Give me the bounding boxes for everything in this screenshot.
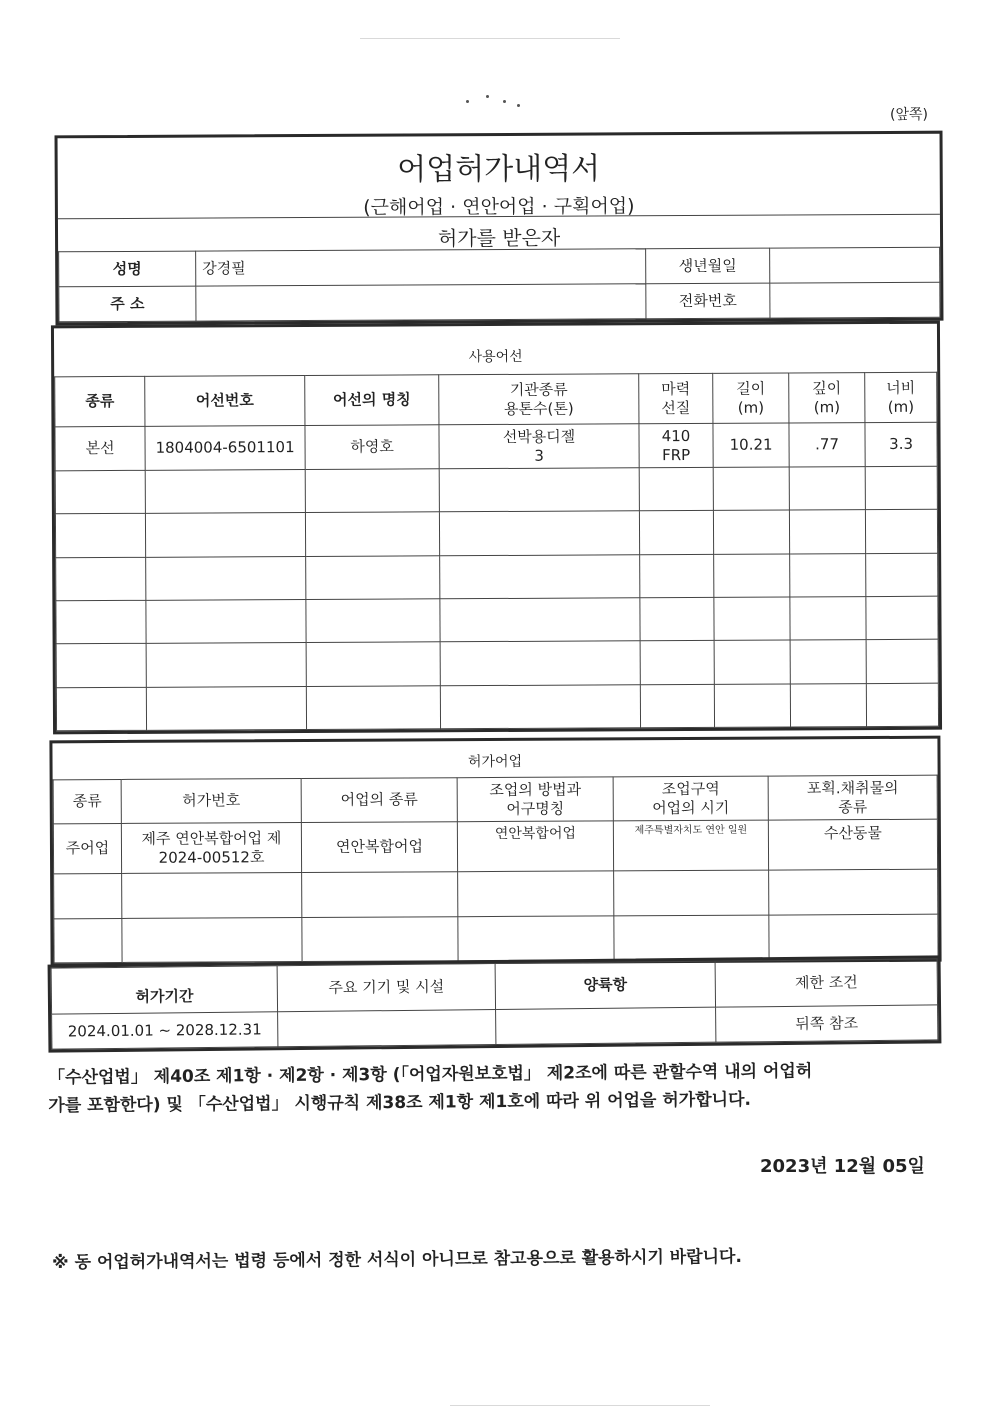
vessel-tonnage: 3 <box>534 446 544 465</box>
power-header-line1: 마력 <box>661 379 691 398</box>
phone-label: 전화번호 <box>646 283 770 319</box>
fishery-header-fishery-type: 어업의 종류 <box>301 778 457 823</box>
vessel-box <box>51 321 942 735</box>
vessel-engine-type: 선박용디젤 <box>502 427 576 446</box>
vessel-empty-row <box>56 596 938 644</box>
vessel-horsepower: 410 <box>661 426 691 445</box>
vessel-depth: .77 <box>789 423 865 467</box>
vessel-name: 하영호 <box>305 425 439 470</box>
vessel-width: 3.3 <box>865 422 937 466</box>
scan-line-top <box>360 38 620 39</box>
vessel-empty-row <box>56 640 938 688</box>
scan-speck <box>503 100 506 103</box>
vessel-power <box>639 423 713 467</box>
fishery-header-catch <box>768 775 937 820</box>
power-header-line2: 선질 <box>661 398 691 417</box>
phone-value <box>770 282 940 318</box>
port-value <box>496 1007 716 1044</box>
birth-value <box>770 247 940 283</box>
equipment-label: 주요 기기 및 시설 <box>277 963 495 1011</box>
catch-header-line2: 종류 <box>838 797 868 816</box>
vessel-engine <box>439 424 639 469</box>
vessel-header-engine <box>439 374 639 425</box>
method-header-line2: 어구명칭 <box>506 799 565 818</box>
address-label: 주 소 <box>59 286 196 322</box>
vessel-empty-row <box>56 553 938 601</box>
fishery-method: 연안복합어업 <box>457 821 613 872</box>
permit-no-line2: 2024-00512호 <box>158 847 265 867</box>
width-header-line2: (m) <box>887 397 915 416</box>
scan-speck <box>486 95 489 98</box>
vessel-row <box>55 422 937 471</box>
fishery-section-title: 허가어업 <box>467 753 523 771</box>
length-header-line2: (m) <box>737 398 765 417</box>
vessel-header-number: 어선번호 <box>145 376 305 427</box>
port-label: 양륙항 <box>495 961 715 1009</box>
fishery-box <box>49 736 941 967</box>
vessel-table <box>54 372 939 732</box>
address-value <box>196 284 646 321</box>
length-header-line1: 길이 <box>736 379 766 398</box>
catch-header-line1: 포획.채취물의 <box>806 778 899 798</box>
area-header-line1: 조업구역 <box>661 779 720 798</box>
fishery-area: 제주특별자치도 연안 일원 <box>613 820 768 871</box>
fishery-type: 주어업 <box>53 823 121 873</box>
condition-value: 뒤쪽 참조 <box>716 1005 938 1042</box>
vessel-empty-row <box>55 466 937 514</box>
period-value: 2024.01.01 ~ 2028.12.31 <box>52 1012 278 1050</box>
fishery-empty-row <box>54 869 938 918</box>
vessel-empty-row <box>55 510 937 558</box>
name-label: 성명 <box>59 251 196 287</box>
vessel-empty-row <box>56 683 938 731</box>
method-header-line1: 조업의 방법과 <box>489 780 582 799</box>
permit-no-line1: 제주 연안복합어업 제 <box>141 828 282 848</box>
fishery-catch: 수산동물 <box>768 819 937 870</box>
vessel-header-type: 종류 <box>55 376 145 426</box>
depth-header-line2: (m) <box>813 397 841 416</box>
fishery-table <box>53 775 939 964</box>
fishery-header-method <box>457 777 613 822</box>
header-box <box>55 131 944 326</box>
fishery-permit-no <box>121 823 301 874</box>
statement-line-1: 「수산업법」 제40조 제1항 · 제2항 · 제3항 (「어업자원보호법」 제2조에 따른 관할수역 내의 어업허 <box>48 1061 813 1088</box>
holder-table <box>58 247 940 323</box>
area-header-line2: 어업의 시기 <box>652 798 730 817</box>
engine-header-line1: 기관종류 <box>509 380 568 399</box>
vessel-header-name: 어선의 명칭 <box>305 375 439 426</box>
statement-line-2: 가를 포함한다) 및 「수산업법」 시행규칙 제38조 제1항 제1호에 따라 위 어업을 허가합니다. <box>48 1089 752 1116</box>
scan-line-bottom <box>450 1405 710 1406</box>
fishery-row <box>53 819 937 874</box>
condition-label: 제한 조건 <box>715 959 937 1007</box>
equipment-value <box>278 1009 496 1046</box>
birth-label: 생년월일 <box>646 248 770 284</box>
fishery-empty-row <box>54 914 938 963</box>
vessel-length: 10.21 <box>713 423 789 467</box>
period-label: 허가기간 <box>51 966 277 1014</box>
fishery-header-area <box>613 776 768 821</box>
vessel-hull-material: FRP <box>662 445 691 464</box>
document-subtitle: (근해어업 · 연안어업 · 구획어업) <box>363 195 635 219</box>
vessel-header-length <box>713 373 789 423</box>
fishery-kind: 연안복합어업 <box>301 822 457 873</box>
period-box <box>48 955 942 1052</box>
engine-header-line2: 용톤수(톤) <box>503 399 574 418</box>
reference-footnote: ※ 동 어업허가내역서는 법령 등에서 정한 서식이 아니므로 참고용으로 활용하시기 바랍니다. <box>52 1246 742 1273</box>
vessel-header-power <box>639 373 713 423</box>
document-title: 어업허가내역서 <box>397 151 601 188</box>
scan-speck <box>517 104 520 107</box>
vessel-header-depth <box>789 373 865 423</box>
vessel-number: 1804004-6501101 <box>145 426 305 471</box>
name-value: 강경필 <box>196 249 646 286</box>
vessel-section-title: 사용어선 <box>468 348 523 366</box>
scan-speck <box>466 100 469 103</box>
vessel-header-width <box>865 372 937 422</box>
permission-statement <box>48 1056 948 1120</box>
page-side-label: (앞쪽) <box>890 107 928 123</box>
issue-date: 2023년 12월 05일 <box>760 1156 925 1177</box>
depth-header-line1: 깊이 <box>812 378 842 398</box>
vessel-type: 본선 <box>55 426 145 470</box>
width-header-line1: 너비 <box>886 378 916 397</box>
holder-section-title: 허가를 받은자 <box>437 225 561 251</box>
fishery-header-type: 종류 <box>53 779 121 823</box>
fishery-header-permit-no: 허가번호 <box>121 779 301 824</box>
